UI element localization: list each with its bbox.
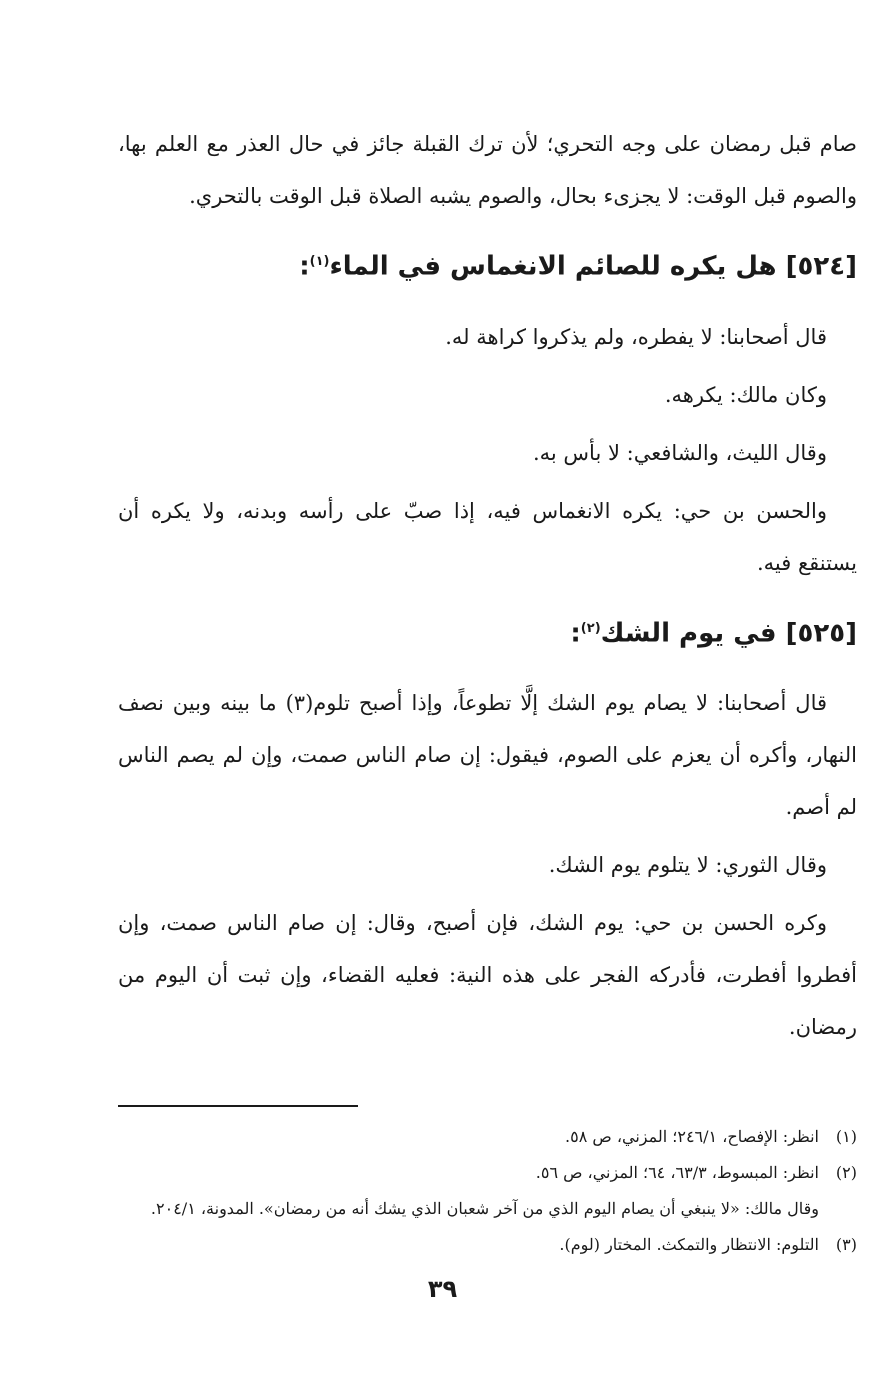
footnote-ref: (٢) [580, 620, 601, 636]
footnote-text: انظر: المبسوط، ٦٣/٣، ٦٤؛ المزني، ص ٥٦. [535, 1163, 819, 1183]
footnote-text: التلوم: الانتظار والتمكث. المختار (لوم). [559, 1235, 819, 1255]
section-heading-525 [118, 599, 857, 664]
paragraph: وقال الليث، والشافعي: لا بأس به. [532, 440, 827, 465]
footnote [118, 1227, 857, 1263]
footnote-continuation: وقال مالك: «لا ينبغي أن يصام اليوم الذي من آخر شعبان الذي يشك أنه من رمضان». المدونة، ٢٠٤/١. [150, 1199, 819, 1219]
paragraph: وكان مالك: يكرهه. [664, 382, 827, 407]
footnotes [118, 1119, 857, 1263]
page-number: ٣٩ [427, 1275, 458, 1303]
footnote-ref: (١) [309, 254, 330, 269]
section-title: في يوم الشك [600, 618, 777, 649]
footnote-text: انظر: الإفصاح، ٢٤٦/١؛ المزني، ص ٥٨. [565, 1127, 819, 1147]
heading-colon: : [570, 618, 581, 649]
footnote-number: (٣) [835, 1235, 857, 1255]
paragraph: قال أصحابنا: لا يفطره، ولم يذكروا كراهة له. [445, 324, 827, 349]
main-text [118, 118, 857, 1263]
paragraph: قال أصحابنا: لا يصام يوم الشك إلَّا تطوعاً، وإذا أصبح تلوم(٣) ما بينه وبين نصف النهار، وأكره أن يعزم على الصوم، فيقول: إن صام الناس صمت، وإن لم يصم الناس لم أصم. [118, 691, 857, 820]
heading-colon: : [299, 251, 310, 282]
paragraph: والحسن بن حي: يكره الانغماس فيه، إذا صبّ على رأسه وبدنه، ولا يكره أن يستنقع فيه. [118, 498, 857, 575]
footnote-number: (٢) [835, 1163, 857, 1183]
footnote-number: (١) [835, 1127, 857, 1147]
paragraph: وقال الثوري: لا يتلوم يوم الشك. [548, 853, 827, 878]
paragraph: وكره الحسن بن حي: يوم الشك، فإن أصبح، وقال: إن صام الناس صمت، وإن أفطروا أفطرت، فأدركه الفجر على هذه النية: فعليه القضاء، وإن ثبت أن اليوم من رمضان. [118, 911, 857, 1040]
footnote [118, 1119, 857, 1155]
paragraph-continuation: صام قبل رمضان على وجه التحري؛ لأن ترك القبلة جائز في حال العذر مع العلم بها، والصوم قبل الوقت: لا يجزىء بحال، والصوم يشبه الصلاة قبل الوقت بالتحري. [118, 132, 857, 208]
section-title: هل يكره للصائم الانغماس في الماء [329, 251, 777, 282]
section-number: [٥٢٤] [785, 251, 857, 282]
footnote [118, 1155, 857, 1191]
section-number: [٥٢٥] [785, 618, 857, 649]
footnote-divider [118, 1105, 358, 1107]
section-heading-524 [118, 232, 857, 297]
